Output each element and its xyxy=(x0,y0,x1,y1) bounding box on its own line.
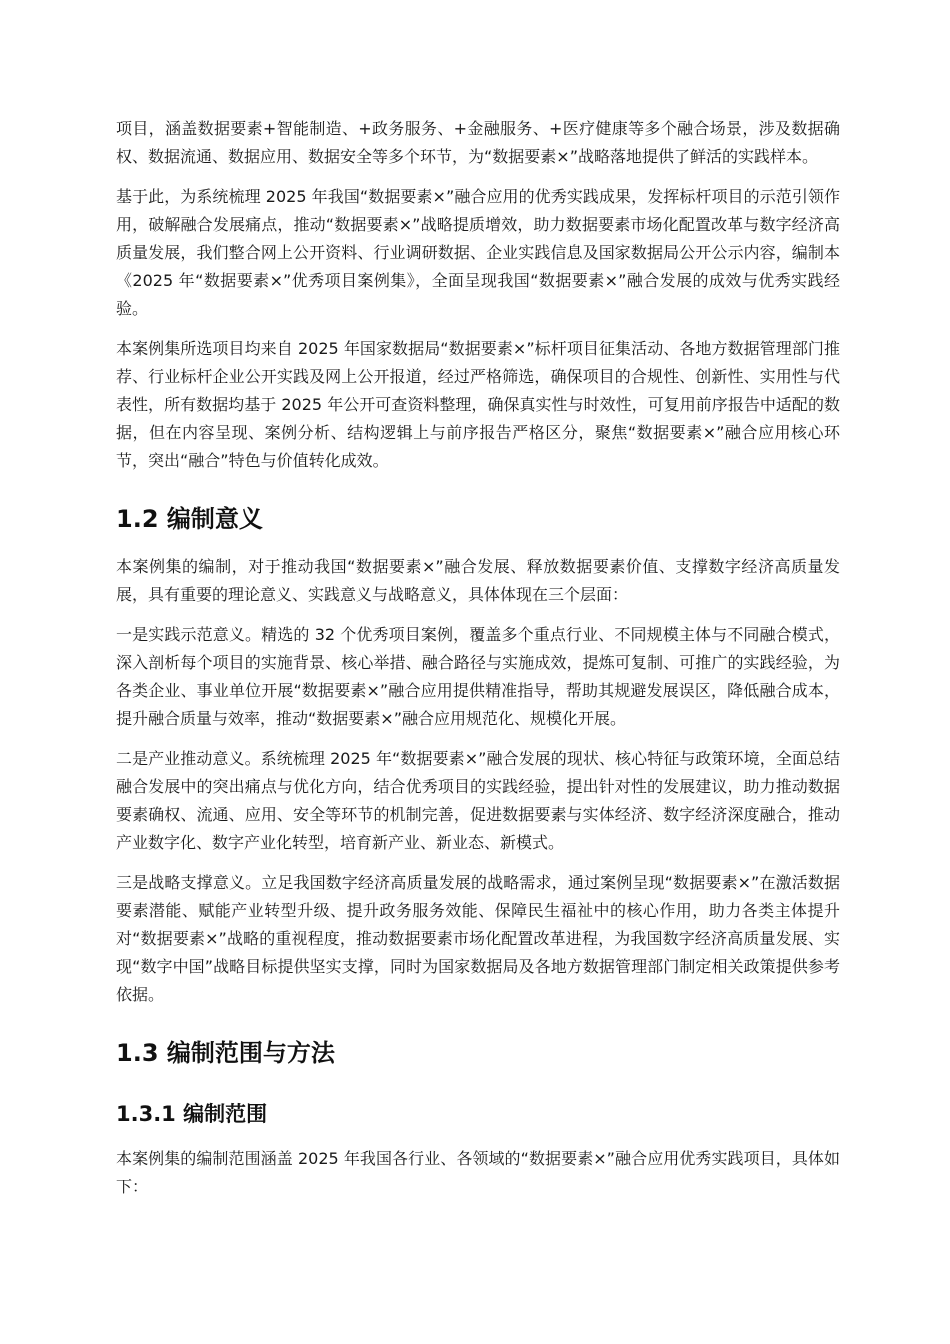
section-1-3-1-paragraph-1: 本案例集的编制范围涵盖 2025 年我国各行业、各领域的“数据要素×”融合应用优秀实践项目，具体如下： xyxy=(116,1149,840,1196)
intro-paragraph-3: 本案例集所选项目均来自 2025 年国家数据局“数据要素×”标杆项目征集活动、各地方数据管理部门推荐、行业标杆企业公开实践及网上公开报道，经过严格筛选，确保项目的合规性、创新性、实用性与代表性，所有数据均基于 2025 年公开可查资料整理，确保真实性与时效性，可复用前序报告中适配的数据，但在内容呈现、案例分析、结构逻辑上与前序报告严格区分，聚焦“数据要素×”融合应用核心环节，突出“融合”特色与价值转化成效。 xyxy=(116,339,840,470)
section-1-2-paragraph-1: 本案例集的编制，对于推动我国“数据要素×”融合发展、释放数据要素价值、支撑数字经济高质量发展，具有重要的理论意义、实践意义与战略意义，具体体现在三个层面： xyxy=(116,557,840,604)
section-heading-1-3: 1.3 编制范围与方法 xyxy=(116,1039,335,1067)
section-heading-1-2: 1.2 编制意义 xyxy=(116,505,263,533)
section-heading-1-3-1: 1.3.1 编制范围 xyxy=(116,1102,268,1126)
intro-paragraph-1: 项目，涵盖数据要素+智能制造、+政务服务、+金融服务、+医疗健康等多个融合场景，涉及数据确权、数据流通、数据应用、数据安全等多个环节，为“数据要素×”战略落地提供了鲜活的实践样本。 xyxy=(116,119,840,166)
intro-paragraph-2: 基于此，为系统梳理 2025 年我国“数据要素×”融合应用的优秀实践成果，发挥标杆项目的示范引领作用，破解融合发展痛点，推动“数据要素×”战略提质增效，助力数据要素市场化配置改革与数字经济高质量发展，我们整合网上公开资料、行业调研数据、企业实践信息及国家数据局公开公示内容，编制本《2025 年“数据要素×”优秀项目案例集》，全面呈现我国“数据要素×”融合发展的成效与优秀实践经验。 xyxy=(116,187,840,318)
section-1-2-paragraph-3: 二是产业推动意义。系统梳理 2025 年“数据要素×”融合发展的现状、核心特征与政策环境，全面总结融合发展中的突出痛点与优化方向，结合优秀项目的实践经验，提出针对性的发展建议，助力推动数据要素确权、流通、应用、安全等环节的机制完善，促进数据要素与实体经济、数字经济深度融合，推动产业数字化、数字产业化转型，培育新产业、新业态、新模式。 xyxy=(116,749,840,852)
section-1-2-paragraph-4: 三是战略支撑意义。立足我国数字经济高质量发展的战略需求，通过案例呈现“数据要素×”在激活数据要素潜能、赋能产业转型升级、提升政务服务效能、保障民生福祉中的核心作用，助力各类主体提升对“数据要素×”战略的重视程度，推动数据要素市场化配置改革进程，为我国数字经济高质量发展、实现“数字中国”战略目标提供坚实支撑，同时为国家数据局及各地方数据管理部门制定相关政策提供参考依据。 xyxy=(116,873,840,1004)
section-1-2-paragraph-2: 一是实践示范意义。精选的 32 个优秀项目案例，覆盖多个重点行业、不同规模主体与不同融合模式，深入剖析每个项目的实施背景、核心举措、融合路径与实施成效，提炼可复制、可推广的实践经验，为各类企业、事业单位开展“数据要素×”融合应用提供精准指导，帮助其规避发展误区，降低融合成本，提升融合质量与效率，推动“数据要素×”融合应用规范化、规模化开展。 xyxy=(116,625,840,728)
